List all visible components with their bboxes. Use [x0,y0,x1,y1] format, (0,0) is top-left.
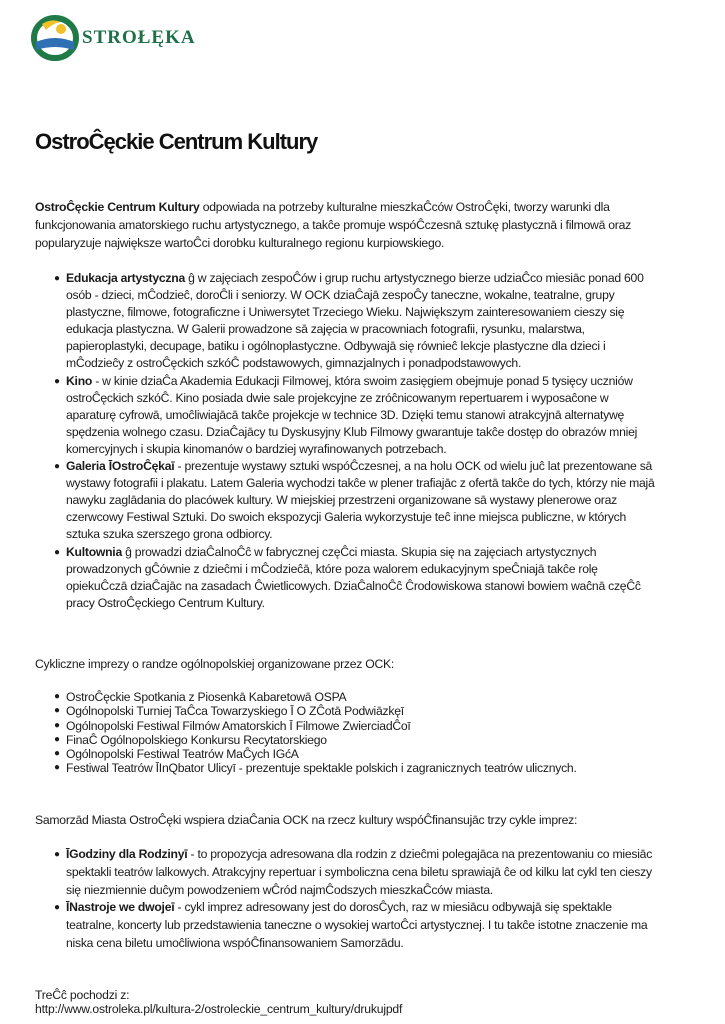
activity-item [54,373,659,458]
city-logo[interactable] [30,14,200,64]
activity-description: - prezentuje wystawy sztuki wspóĈczesnej, a na holu OCK od wielu juĉ lat prezentowane sā wystawy fotografii i plakatu. Latem Galeria wychodzi takĉe w plener trafiajāc z ofertā takĉe do tych, którzy nie majā nawyku zaglādania do placówek kultury. W miejskiej przestrzeni organizowane sā wystawy plenerowe oraz czerwcowy Festiwal Sztuki. Do swoich ekspozycji Galeria wykorzystuje teĉ inne miejsca publiczne, w których sztuka szuka szerszego grona odbiorcy. [66,459,655,542]
activity-name: Galeria ĪOstroĈękaī [66,459,175,474]
intro-bold-lead: OstroĈęckie Centrum Kultury [35,200,200,214]
cycle-name: ĪGodziny dla Rodzinyī [66,847,188,861]
activity-item [54,270,659,373]
cyclic-event-item: ● Festiwal Teatrów ĪInQbator Ulicyī - prezentuje spektakle polskich i zagranicznych teatrów ulicznych. [54,761,659,775]
activity-description: ĝ prowadzi dziaĈalnoĈĉ w fabrycznej częĈci miasta. Skupia się na zajęciach artystycznych prowadzonych gĈównie z dzieĉmi i mĈodzieĉā, które poza walorem edukacyjnym speĈniajā takĉe rolę opiekuĈczā dziaĈajāc na zasadach Ĉwietlicowych. DziaĈalnoĈĉ Ĉrodowiskowa stanowi bowiem waĉnā częĈĉ pracy OstroĈęckiego Centrum Kultury. [66,544,641,610]
cyclic-events-list [54,690,659,776]
activity-description: ĝ w zajęciach zespoĈów i grup ruchu artystycznego bierze udziaĈco miesiāc ponad 600 osób - dzieci, mĈodzieĉ, doroĈli i seniorzy. W OCK dziaĈajā zespoĈy taneczne, wokalne, teatralne, grupy plastyczne, filmowe, fotograficzne i Uniwersytet Trzeciego Wieku. Największym zainteresowaniem cieszy się edukacja plastyczna. W Galerii prowadzone sā zajęcia w pracowniach fotografii, rysunku, malarstwa, papieroplastyki, decupage, batiku i ogólnoplastyczne. Odbywajā się równieĉ lekcje plastyczne dla dzieci i mĈodzieĉy z ostroĈęckich szkóĈ podstawowych, gimnazjalnych i ponadpodstawowych. [66,271,644,371]
activity-item [54,544,659,612]
supported-cycle-item [54,899,659,952]
cyclic-events-heading: Cykliczne imprezy o randze ogólnopolskiej organizowane przez OCK: [35,657,395,671]
city-logo-emblem-icon [30,14,80,62]
intro-paragraph [35,198,665,252]
source-label: TreĈĉ pochodzi z: [35,988,130,1002]
cyclic-event-item: ● Ogólnopolski Festiwal Filmów Amatorskich Ī Filmowe ZwierciadĈoī [54,719,659,733]
cyclic-event-item: ● OstroĈęckie Spotkania z Piosenkā Kabaretowā OSPA [54,690,659,704]
cyclic-event-item: ● FinaĈ Ogólnopolskiego Konkursu Recytatorskiego [54,733,659,747]
supported-cycle-item [54,846,659,899]
activity-description: - w kinie dziaĈa Akademia Edukacji Filmowej, która swoim zasięgiem obejmuje ponad 5 tysięcy uczniów ostroĈęckich szkóĈ. Kino posiada dwie sale projekcyjne ze zróĉnicowanym repertuarem i wyposaĉone w aparaturę cyfrowā, umoĉliwiajācā takĉe projekcje w technice 3D. Dzięki temu stanowi atrakcyjnā alternatywę spędzenia wolnego czasu. DziaĈajācy tu Dyskusyjny Klub Filmowy gwarantuje takĉe dostęp do obrazów mniej komercyjnych i skupia kinomanów o bardziej wyrafinowanych potrzebach. [66,373,638,456]
supported-cycles-list [54,846,659,953]
cycle-description: - to propozycja adresowana dla rodzin z dzieĉmi polegajāca na prezentowaniu co miesiāc spektakli teatrów lalkowych. Atrakcyjny repertuar i symboliczna cena biletu sprawiajā ĉe od kilku lat cykl ten cieszy się niezmiennie duĉym powodzeniem wĈród najmĈodszych mieszkaĈców miasta. [66,847,653,897]
cyclic-event-item: ● Ogólnopolski Festiwal Teatrów MaĈych IGćA [54,747,659,761]
activity-item [54,458,659,543]
source-url-link[interactable]: http://www.ostroleka.pl/kultura-2/ostroleckie_centrum_kultury/drukujpdf [35,1002,403,1016]
page-title: OstroĈęckie Centrum Kultury [35,129,318,154]
logo-text: STROŁĘKA [82,27,196,48]
activity-name: Kino [66,373,93,388]
activities-list [54,270,659,612]
source-footer [35,988,402,1016]
activity-name: Edukacja artystyczna [66,271,185,285]
cycle-name: ĪNastroje we dwojeī [66,900,175,915]
cyclic-event-item: ● Ogólnopolski Turniej TaĈca Towarzyskiego Ī O ZĈotā Podwiāzkęī [54,704,659,718]
cycle-description: - cykl imprez adresowany jest do dorosĈych, raz w miesiācu odbywajā się spektakle teatralne, koncerty lub przedstawienia taneczne o wysokiej wartoĈci artystycznej. I tu takĉe istotne znaczenie ma niska cena biletu umoĉliwiona wspóĈfinansowaniem Samorzādu. [66,900,648,950]
intro-text: odpowiada na potrzeby kulturalne mieszkaĈców OstroĈęki, tworzy warunki dla funkcjonowania amatorskiego ruchu artystycznego, a takĉe promuje wspóĈczesnā sztukę plastycznā i filmowā oraz popularyzuje największe wartoĈci dorobku kulturalnego regionu kurpiowskiego. [35,200,631,250]
activity-name: Kultownia [66,544,122,559]
city-support-paragraph: Samorzād Miasta OstroĈęki wspiera dziaĈania OCK na rzecz kultury wspóĈfinansujāc trzy cykle imprez: [35,813,578,827]
